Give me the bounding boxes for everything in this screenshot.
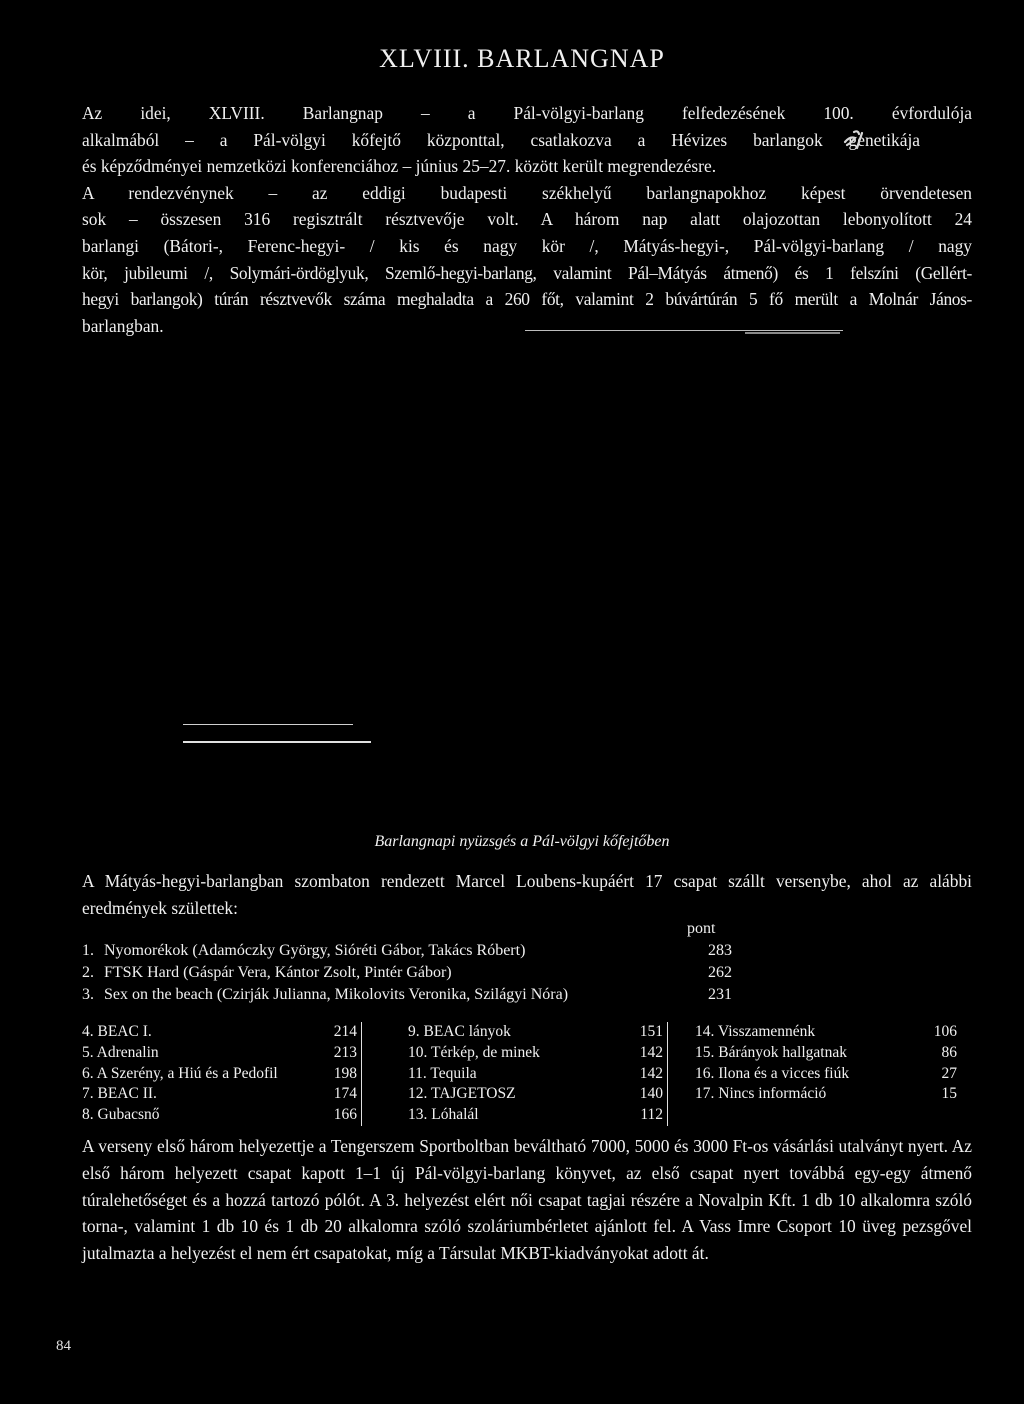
entry-points: 166 bbox=[334, 1105, 362, 1126]
intro-paragraph bbox=[82, 100, 972, 339]
intro-line: kör, jubileumi /, Solymári-ördöglyuk, Szemlő-hegyi-barlang, valamint Pál–Mátyás átmenő) és 1 felszíni (Gellért- bbox=[82, 262, 972, 283]
result-team: FTSK Hard (Gáspár Vera, Kántor Zsolt, Pintér Gábor) bbox=[104, 964, 452, 981]
entry-points: 106 bbox=[933, 1023, 957, 1040]
entry-team: 16. Ilona és a vicces fiúk bbox=[695, 1064, 850, 1082]
result-rank: 2. bbox=[82, 964, 94, 981]
intro-line: és képződményei nemzetközi konferenciához – június 25–27. között került megrendezésre. bbox=[82, 156, 717, 177]
entry-points: 214 bbox=[334, 1022, 362, 1043]
result-entry bbox=[695, 1043, 957, 1064]
entry-points: 112 bbox=[640, 1105, 668, 1126]
entry-team: 14. Visszamennénk bbox=[695, 1023, 816, 1040]
result-entry bbox=[82, 1084, 362, 1105]
entry-points: 15 bbox=[941, 1085, 957, 1103]
entry-points: 142 bbox=[640, 1064, 668, 1085]
entry-points: 27 bbox=[941, 1064, 957, 1082]
prizes-paragraph: A verseny első három helyezettje a Tengerszem Sportboltban beváltható 7000, 5000 és 3000 Ft-os vásárlási utalványt nyert. Az első három helyezett csapat kapott 1–1 új Pál-völgyi-barlang könyvet, az első csapat nyert továbbá egy-egy átmenő túralehetőséget és a hozzá tartozó pólót. A 3. helyezést elért női csapat tagjai részére a Novalpin Kft. 1 db 10 alkalomra szóló torna-, valamint 1 db 10 és 1 db 20 alkalomra szóló szoláriumbérletet ajánlott fel. A Vass Imre Csoport 10 üveg pezsgővel jutalmazta a helyezést el nem ért csapatokat, míg a Társulat MKBT-kiadványokat adott át. bbox=[82, 1136, 972, 1264]
photo-edge-line bbox=[525, 330, 843, 331]
result-entry bbox=[408, 1064, 668, 1085]
entry-team: 12. TAJGETOSZ bbox=[408, 1085, 516, 1103]
page-number: 84 bbox=[56, 1338, 71, 1354]
points-header: pont bbox=[687, 920, 716, 937]
entry-team: 10. Térkép, de minek bbox=[408, 1043, 540, 1061]
margin-annotation-mark bbox=[842, 128, 868, 156]
page-title: XLVIII. BARLANGNAP bbox=[379, 44, 665, 73]
result-rank: 1. bbox=[82, 942, 94, 959]
entry-team: 9. BEAC lányok bbox=[408, 1023, 511, 1040]
result-entry bbox=[408, 1084, 668, 1105]
results-column-3 bbox=[695, 1022, 957, 1105]
entry-team: 13. Lóhalál bbox=[408, 1106, 479, 1124]
results-column-1 bbox=[82, 1022, 362, 1126]
intro-line: sok – összesen 316 regisztrált résztvevője volt. A három nap alatt olajozottan lebonyolított 24 bbox=[82, 209, 972, 230]
entry-team: 4. BEAC I. bbox=[82, 1023, 152, 1040]
intro-line: Az idei, XLVIII. Barlangnap – a Pál-völgyi-barlang felfedezésének 100. évfordulója bbox=[82, 103, 972, 123]
result-points: 262 bbox=[708, 964, 732, 981]
entry-team: 7. BEAC II. bbox=[82, 1085, 157, 1103]
result-team: Nyomorékok (Adamóczky György, Sióréti Gábor, Takács Róbert) bbox=[104, 942, 526, 959]
entry-team: 6. A Szerény, a Hiú és a Pedofil bbox=[82, 1064, 278, 1082]
result-entry bbox=[408, 1105, 668, 1126]
entry-points: 174 bbox=[334, 1084, 362, 1105]
result-entry bbox=[695, 1022, 957, 1043]
entry-team: 11. Tequila bbox=[408, 1064, 477, 1082]
entry-team: 15. Bárányok hallgatnak bbox=[695, 1043, 847, 1061]
result-entry bbox=[82, 1064, 362, 1085]
entry-team: 5. Adrenalin bbox=[82, 1043, 159, 1061]
photo-edge-line bbox=[183, 724, 353, 725]
result-entry bbox=[82, 1105, 362, 1126]
result-team: Sex on the beach (Czirják Julianna, Mikolovits Veronika, Szilágyi Nóra) bbox=[104, 986, 569, 1003]
handwritten-mark-icon bbox=[842, 128, 868, 150]
entry-team: 8. Gubacsnő bbox=[82, 1106, 160, 1124]
result-entry bbox=[695, 1064, 957, 1085]
entry-team: 17. Nincs információ bbox=[695, 1085, 827, 1103]
entry-points: 198 bbox=[334, 1064, 362, 1085]
entry-points: 140 bbox=[640, 1084, 668, 1105]
intro-line: hegyi barlangok) túrán résztvevők száma meghaladta a 260 főt, valamint 2 búvártúrán 5 fő merült a Molnár János- bbox=[82, 289, 972, 310]
result-rank: 3. bbox=[82, 986, 94, 1003]
entry-points: 142 bbox=[640, 1043, 668, 1064]
result-points: 283 bbox=[708, 942, 732, 959]
result-entry bbox=[82, 1043, 362, 1064]
result-entry bbox=[408, 1022, 668, 1043]
entry-points: 213 bbox=[334, 1043, 362, 1064]
result-points: 231 bbox=[708, 986, 732, 1003]
intro-line: barlangi (Bátori-, Ferenc-hegyi- / kis és nagy kör /, Mátyás-hegyi-, Pál-völgyi-barlang / nagy bbox=[82, 235, 972, 256]
result-entry bbox=[695, 1084, 957, 1105]
photo-caption: Barlangnapi nyüzsgés a Pál-völgyi kőfejtőben bbox=[374, 833, 670, 850]
entry-points: 86 bbox=[941, 1043, 957, 1061]
result-entry bbox=[82, 1022, 362, 1043]
photo-edge-line bbox=[183, 741, 371, 743]
result-entry bbox=[408, 1043, 668, 1064]
results-column-2 bbox=[408, 1022, 668, 1126]
intro-line: barlangban. bbox=[82, 315, 164, 336]
intro-line: alkalmából – a Pál-völgyi kőfejtő központtal, csatlakozva a Hévizes barlangok genetikája bbox=[82, 129, 920, 150]
entry-points: 151 bbox=[640, 1022, 668, 1043]
photo-edge-line bbox=[745, 332, 840, 334]
competition-paragraph: A Mátyás-hegyi-barlangban szombaton rendezett Marcel Loubens-kupáért 17 csapat szállt versenybe, ahol az alábbi eredmények születtek: bbox=[82, 871, 972, 918]
intro-line: A rendezvénynek – az eddigi budapesti székhelyű barlangnapokhoz képest örvendetesen bbox=[82, 182, 972, 203]
